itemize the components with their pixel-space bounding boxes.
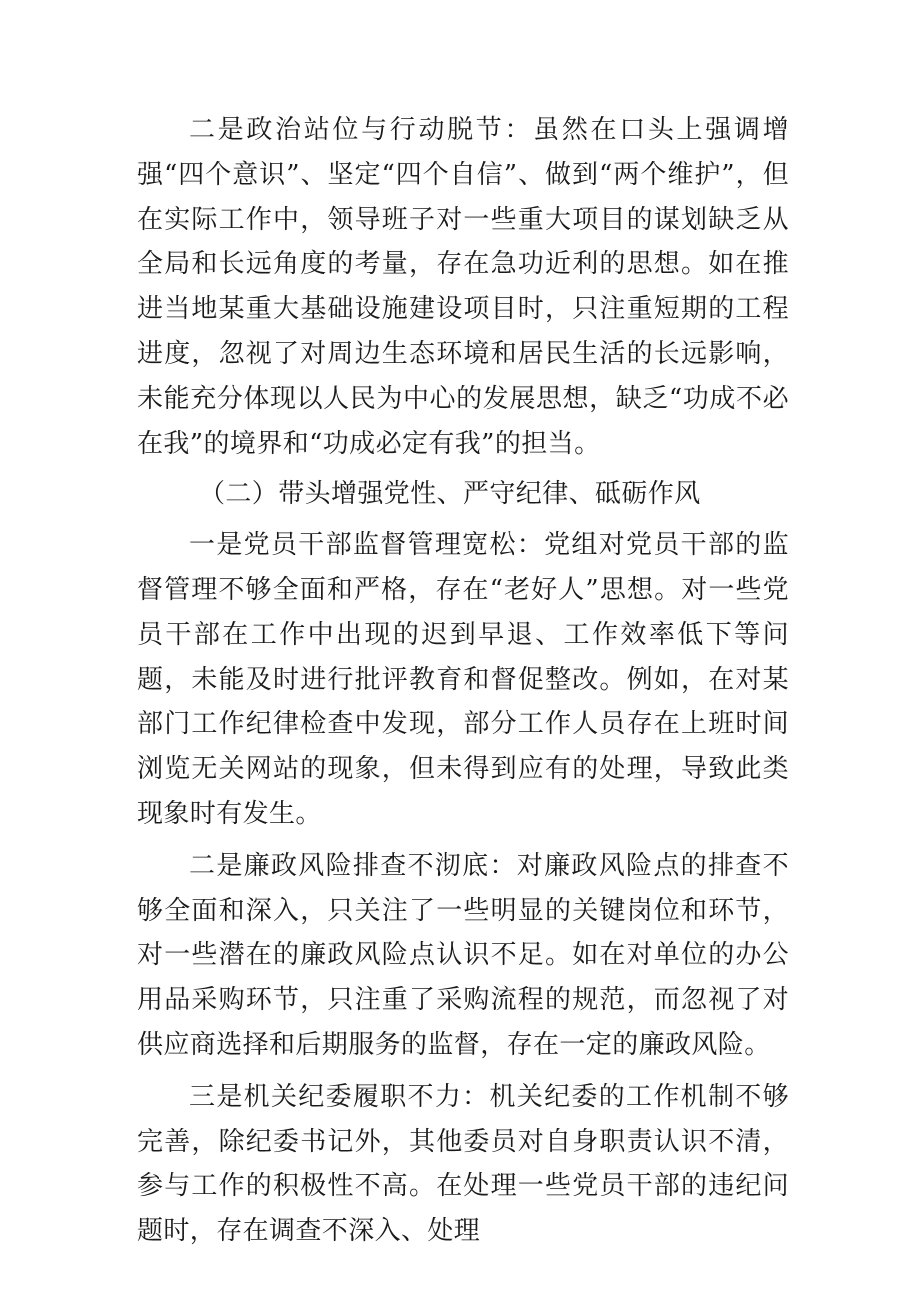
document-body <box>137 108 789 1254</box>
section-heading-2: （二）带头增强党性、严守纪律、砥砺作风 <box>199 479 701 510</box>
paragraph-integrity-risk: 二是廉政风险排查不沏底：对廉政风险点的排查不够全面和深入，只关注了一些明显的关键岗位和环节，对一些潜在的廉政风险点认识不足。如在对单位的办公用品采购环节，只注重了采购流程的规范，而忽视了对供应商选择和后期服务的监督，存在一定的廉政风险。 <box>137 850 789 1060</box>
paragraph-discipline-committee: 三是机关纪委履职不力：机关纪委的工作机制不够完善，除纪委书记外，其他委员对自身职责认识不清，参与工作的积极性不高。在处理一些党员干部的违纪问题时，存在调查不深入、处理 <box>137 1081 789 1247</box>
paragraph-political-stance: 二是政治站位与行动脱节：虽然在口头上强调增强“四个意识”、坚定“四个自信”、做到“两个维护”，但在实际工作中，领导班子对一些重大项目的谋划缺乏从全局和长远角度的考量，存在急功近利的思想。如在推进当地某重大基础设施建设项目时，只注重短期的工程进度，忽视了对周边生态环境和居民生活的长远影响，未能充分体现以人民为中心的发展思想，缺乏“功成不必在我”的境界和“功成必定有我”的担当。 <box>137 115 789 459</box>
paragraph-supervision: 一是党员干部监督管理宽松：党组对党员干部的监督管理不够全面和严格，存在“老好人”思想。对一些党员干部在工作中出现的迟到早退、工作效率低下等问题，未能及时进行批评教育和督促整改。例如，在对某部门工作纪律检查中发现，部分工作人员存在上班时间浏览无关网站的现象，但未得到应有的处理，导致此类现象时有发生。 <box>137 530 789 829</box>
